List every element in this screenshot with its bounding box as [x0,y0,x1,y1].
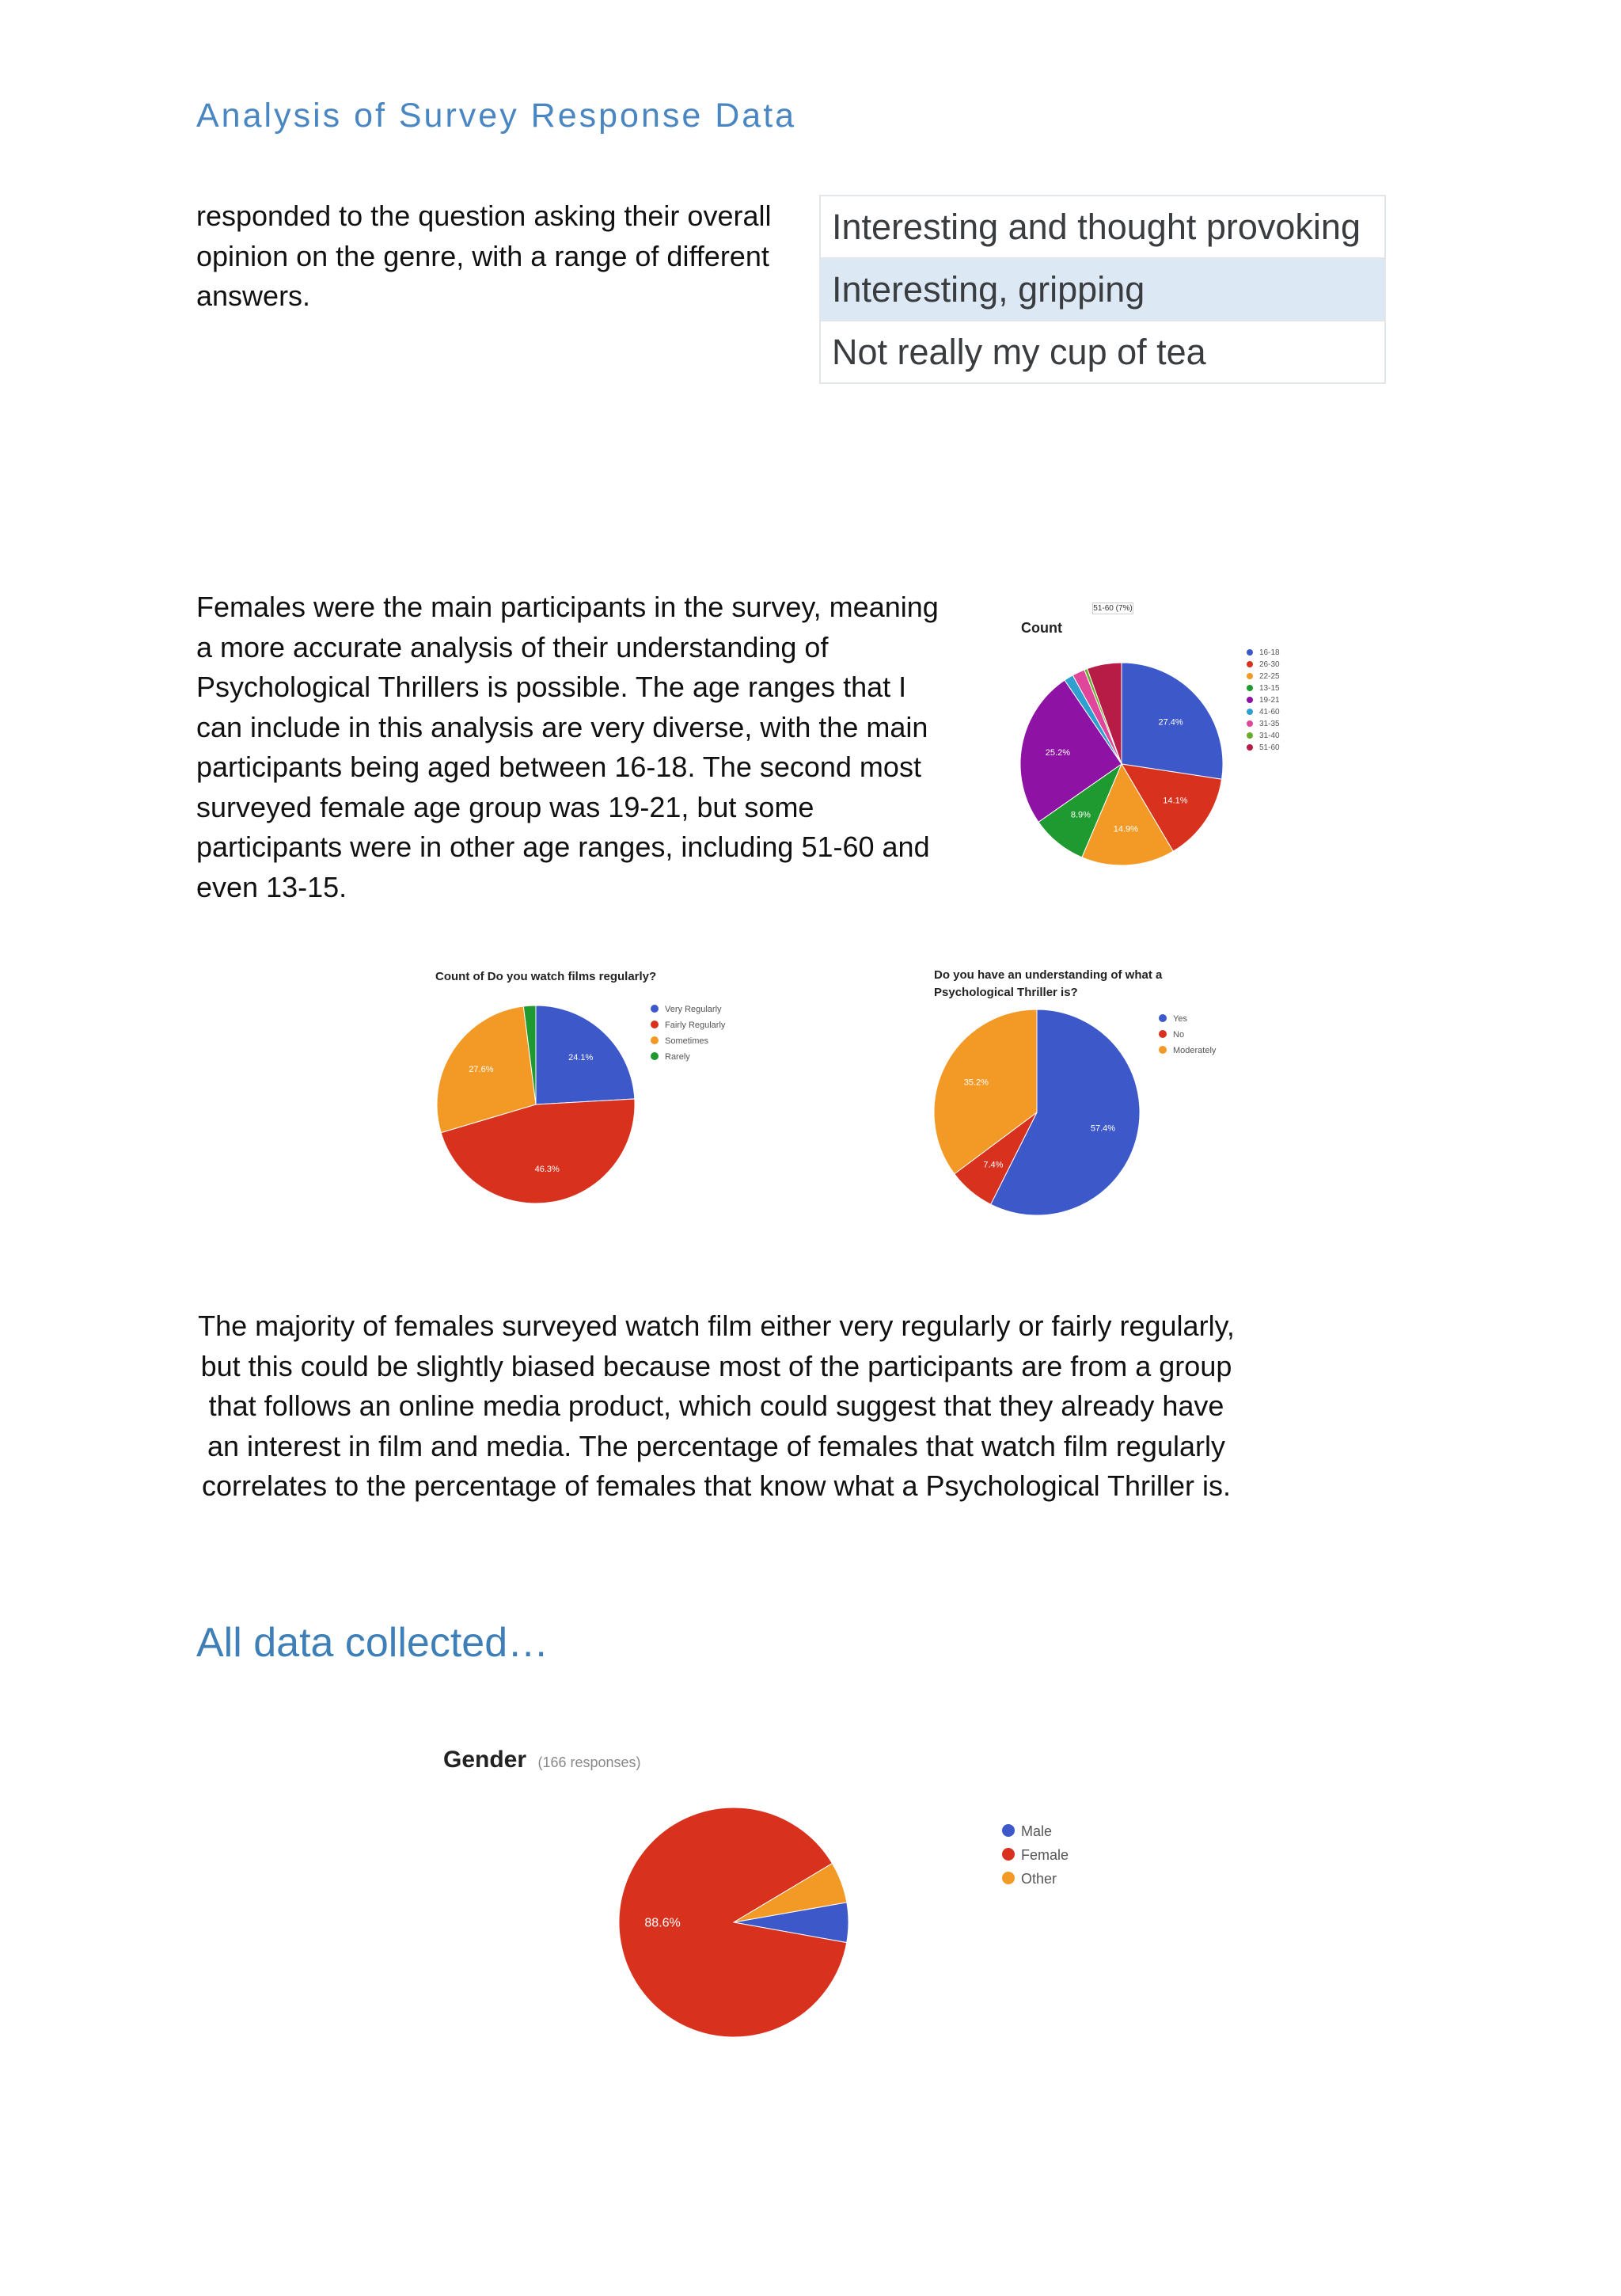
opinion-response-item: Interesting and thought provoking [821,196,1384,259]
chart-callout: 51-60 (7%) [1093,604,1133,613]
legend-item [651,1049,725,1065]
legend-swatch [1247,649,1253,656]
legend-label: Rarely [665,1052,690,1062]
page-title: Analysis of Survey Response Data [196,97,797,135]
chart-legend [1247,647,1280,754]
legend-label: Very Regularly [665,1005,722,1014]
legend-item [1247,706,1280,718]
slice-data-label: 35.2% [963,1078,989,1088]
legend-swatch [1247,685,1253,691]
legend-label: 13-15 [1259,684,1280,693]
pie-watch-films [427,962,665,1223]
legend-item [651,1002,725,1017]
slice-data-label: 88.6% [644,1916,681,1930]
legend-label: 16-18 [1259,648,1280,657]
legend-swatch [651,1052,659,1060]
pie-gender [237,1718,1029,2090]
legend-item [1247,682,1280,694]
legend-swatch [1247,744,1253,751]
legend-item [1002,1867,1069,1891]
legend-swatch [1159,1046,1167,1054]
legend-label: Moderately [1173,1046,1217,1055]
legend-label: Other [1021,1871,1057,1887]
majority-paragraph: The majority of females surveyed watch film either very regularly or fairly regularly, but this could be slightly biased because most of the participants are from a group that follows an online media product, which could suggest that they already have an interest in film and media. The percentage of females that watch film regularly correlates to the percentage of females that know what a Psychological Thriller is. [198,1310,1235,1502]
legend-item [1247,718,1280,730]
slice-data-label: 8.9% [1070,810,1091,820]
slice-data-label: 57.4% [1090,1123,1116,1134]
legend-label: Yes [1173,1014,1187,1024]
understanding-chart [926,962,1258,1223]
legend-label: 31-35 [1259,720,1280,728]
legend-item [1247,671,1280,682]
legend-item [1247,742,1280,754]
legend-item [651,1033,725,1049]
slice-data-label: 24.1% [568,1052,594,1062]
legend-label: No [1173,1030,1185,1040]
legend-label: Sometimes [665,1036,709,1046]
legend-item [1002,1843,1069,1867]
pie-age-range [997,598,1235,867]
slice-data-label: 25.2% [1045,748,1071,758]
legend-swatch [1002,1824,1015,1837]
females-paragraph: Females were the main participants in the survey, meaning a more accurate analysis of their understanding of Psychological Thrillers is possible. The age ranges that I can include in this analysis are very diverse, with the main participants being aged between 16-18. The second most surveyed female age group was 19-21, but some participants were in other age ranges, including 51-60 and even 13-15. [196,591,939,903]
legend-item [1002,1819,1069,1843]
slice-data-label: 27.4% [1158,717,1183,728]
legend-item [1159,1043,1216,1059]
all-data-heading: All data collected… [196,1620,549,1666]
opinion-response-item: Interesting, gripping [821,259,1384,321]
legend-item [1159,1011,1216,1027]
legend-item [1247,694,1280,706]
legend-swatch [651,1021,659,1028]
slice-data-label: 27.6% [469,1064,494,1074]
legend-item [1247,647,1280,659]
slice-data-label: 14.9% [1113,824,1139,834]
legend-label: 51-60 [1259,743,1280,752]
slice-data-label: 14.1% [1163,796,1188,806]
legend-item [1247,659,1280,671]
legend-swatch [651,1005,659,1013]
legend-swatch [1247,697,1253,703]
legend-swatch [1159,1030,1167,1038]
legend-label: 31-40 [1259,732,1280,740]
legend-label: 41-60 [1259,708,1280,717]
legend-item [1159,1027,1216,1043]
legend-label: 22-25 [1259,672,1280,681]
legend-swatch [1247,673,1253,679]
legend-swatch [1159,1014,1167,1022]
chart-legend [651,1002,725,1065]
pie-understanding [926,962,1164,1223]
age-range-chart [997,598,1314,867]
gender-chart [237,1718,1425,2090]
chart-legend [1159,1011,1216,1059]
legend-swatch [1247,732,1253,739]
chart-subtitle: (166 responses) [537,1754,641,1770]
chart-title: Count [1021,620,1062,636]
legend-swatch [1002,1848,1015,1861]
legend-label: Female [1021,1847,1069,1863]
opinion-response-list [819,195,1386,384]
chart-title: Count of Do you watch films regularly? [435,970,657,983]
legend-swatch [1002,1872,1015,1884]
legend-label: Male [1021,1823,1053,1839]
legend-swatch [1247,720,1253,727]
opinion-response-item: Not really my cup of tea [832,332,1206,372]
chart-legend [1002,1819,1069,1891]
legend-label: Fairly Regularly [665,1021,726,1030]
legend-item [651,1017,725,1033]
chart-title: Gender [443,1747,527,1773]
slice-data-label: 7.4% [983,1160,1004,1170]
legend-label: 26-30 [1259,660,1280,669]
slice-data-label: 46.3% [534,1165,560,1175]
legend-swatch [1247,709,1253,715]
watch-films-chart [427,962,839,1223]
legend-swatch [1247,661,1253,667]
legend-swatch [651,1036,659,1044]
legend-label: 19-21 [1259,696,1280,705]
intro-paragraph: responded to the question asking their overall opinion on the genre, with a range of different answers. [196,200,772,312]
chart-title: Do you have an understanding of what a Psychological Thriller is? [934,968,1163,999]
legend-item [1247,730,1280,742]
